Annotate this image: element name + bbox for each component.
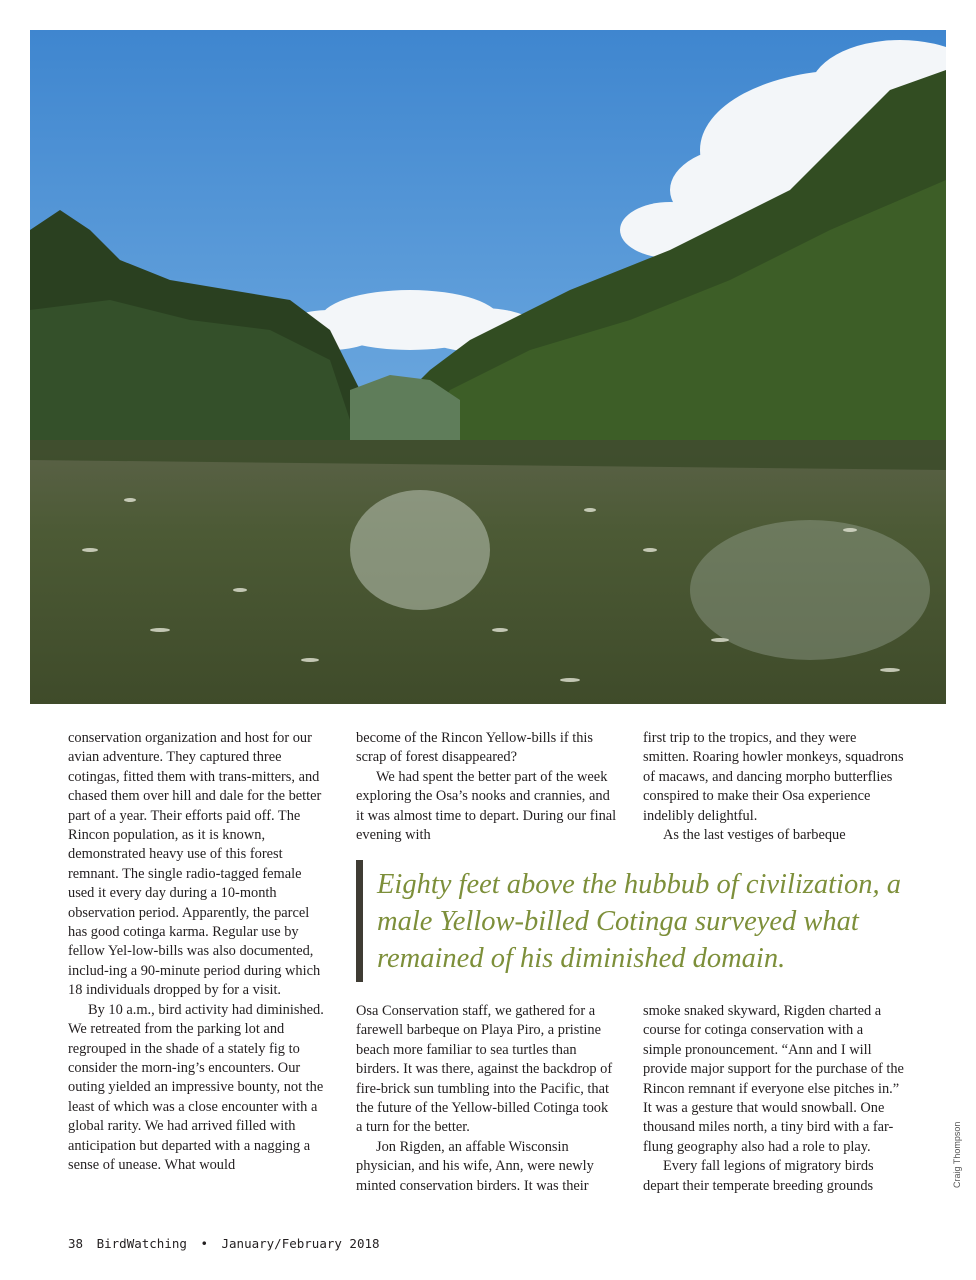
page-footer bbox=[68, 1236, 386, 1251]
paragraph: smoke snaked skyward, Rigden charted a course for cotinga conservation with a simple pronouncement. “Ann and I will provide major support for the purchase of the Rincon remnant if everyone else pitches in.” It was a gesture that would snowball. One thousand miles north, a tiny bird with a far-flung geography also had a role to play. bbox=[643, 1003, 904, 1155]
article-column-3-bottom bbox=[643, 1002, 905, 1196]
river-landscape-photo bbox=[30, 30, 946, 704]
magazine-name: BirdWatching bbox=[96, 1236, 187, 1251]
article-column-2-bottom bbox=[356, 1002, 618, 1196]
pull-quote bbox=[356, 860, 916, 982]
article-column-1 bbox=[68, 729, 330, 1175]
article-column-2-top bbox=[356, 729, 618, 845]
paragraph: first trip to the tropics, and they were smitten. Roaring howler monkeys, squadrons of macaws, and dancing morpho butterflies conspired to make their Osa experience indelibly delightful. bbox=[643, 730, 904, 824]
page-number: 38 bbox=[68, 1236, 84, 1251]
river-photo-illustration bbox=[30, 30, 946, 704]
footer-separator: • bbox=[200, 1236, 208, 1251]
paragraph: conservation organization and host for our avian adventure. They captured three cotingas, fitted them with trans-mitters, and chased them over hill and dale for the better part of a year. Their efforts paid off. The Rincon population, as it is known, demonstrated heavy use of this forest remnant. The single radio-tagged female used it every day during a 10-month observation period. Apparently, the parcel has good cotinga karma. Regular use by fellow Yel-low-bills was also documented, includ-ing a 90-minute period during which 18 individuals dropped by for a visit. bbox=[68, 730, 322, 999]
paragraph: Jon Rigden, an affable Wisconsin physician, and his wife, Ann, were newly minted conservation birders. It was their bbox=[356, 1138, 594, 1194]
paragraph: become of the Rincon Yellow-bills if this scrap of forest disappeared? bbox=[356, 730, 594, 766]
paragraph: Osa Conservation staff, we gathered for a farewell barbeque on Playa Piro, a pristine beach more familiar to sea turtles than birders. It was there, against the backdrop of fire-brick sun tumbling into the Pacific, that the future of the Yellow-billed Cotinga took a turn for the better. bbox=[356, 1003, 613, 1136]
pull-quote-text: Eighty feet above the hubbub of civilization, a male Yellow-billed Cotinga surveyed what remained of his diminished domain. bbox=[377, 869, 901, 974]
issue-date: January/February 2018 bbox=[221, 1236, 380, 1251]
article-column-3-top bbox=[643, 729, 905, 845]
paragraph: By 10 a.m., bird activity had diminished. We retreated from the parking lot and regrouped in the shade of a stately fig to consider the morn-ing’s encounters. Our outing yielded an impressive bounty, not the least of which was a close encounter with a global rarity. We had arrived filled with anticipation but departed with a nagging a sense of unease. What would bbox=[68, 1001, 324, 1173]
photo-credit: Craig Thompson bbox=[952, 1121, 962, 1188]
paragraph: As the last vestiges of barbeque bbox=[663, 827, 846, 844]
paragraph: We had spent the better part of the week exploring the Osa’s nooks and crannies, and it was almost time to depart. During our final evening with bbox=[356, 768, 617, 844]
paragraph: Every fall legions of migratory birds depart their temperate breeding grounds bbox=[643, 1158, 874, 1194]
